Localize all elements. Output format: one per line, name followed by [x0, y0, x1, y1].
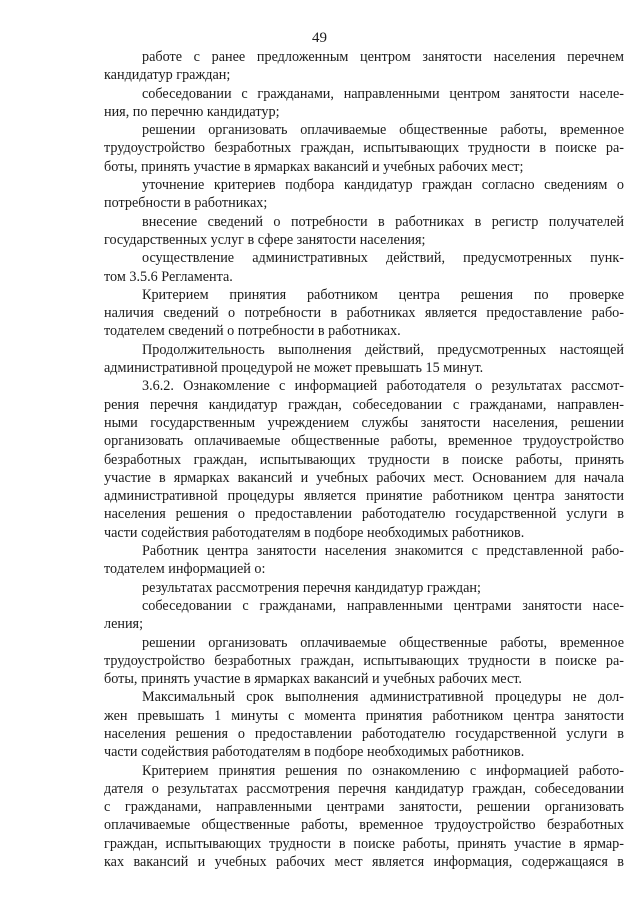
text-line: оплачиваемые общественные работы, временное трудоустройство безработных: [104, 817, 624, 834]
text-line: Работник центра занятости населения знакомится с представленной рабо-: [142, 543, 624, 560]
text-line: с гражданами, направленными центрами занятости, решении организовать: [104, 799, 624, 816]
text-line: 3.6.2. Ознакомление с информацией работодателя о результатах рассмот-: [142, 378, 624, 395]
body-text: [104, 48, 624, 871]
text-line: кандидатур граждан;: [104, 67, 231, 84]
text-line: тодателем информацией о:: [104, 561, 266, 578]
text-line: тодателем сведений о потребности в работниках.: [104, 323, 401, 340]
text-line: работе с ранее предложенным центром занятости населения перечнем: [142, 49, 624, 65]
text-line: граждан, испытывающих трудности в поиске работы, принять участие в ярмар-: [104, 835, 624, 852]
text-line: боты, принять участие в ярмарках вакансий и учебных рабочих мест;: [104, 158, 524, 175]
text-line: ными государственным учреждением службы занятости населения, решении: [104, 414, 624, 431]
text-line: том 3.5.6 Регламента.: [104, 268, 233, 285]
text-line: части содействия работодателям в подборе необходимых работников.: [104, 744, 525, 761]
text-line: населения решения о предоставлении работодателю государственной услуги в: [104, 725, 624, 742]
text-line: ния, по перечню кандидатур;: [104, 103, 280, 120]
text-line: трудоустройство безработных граждан, испытывающих трудности в поиске ра-: [104, 140, 624, 157]
text-line: организовать оплачиваемые общественные работы, временное трудоустройство: [104, 433, 624, 450]
text-line: рения перечня кандидатур граждан, собеседовании с гражданами, направлен-: [104, 396, 624, 413]
text-line: дателя о результатах рассмотрения перечня кандидатур граждан, собеседовании: [104, 780, 624, 797]
text-line: осуществление административных действий, предусмотренных пунк-: [142, 250, 624, 267]
text-line: участие в ярмарках вакансий и учебных рабочих мест. Основанием для начала: [104, 469, 624, 486]
text-line: жен превышать 1 минуты с момента принятия работником центра занятости: [104, 707, 624, 724]
text-line: боты, принять участие в ярмарках вакансий и учебных рабочих мест.: [104, 671, 522, 688]
text-line: уточнение критериев подбора кандидатур граждан согласно сведениям о: [142, 177, 624, 194]
text-line: потребности в работниках;: [104, 195, 268, 212]
text-line: трудоустройство безработных граждан, испытывающих трудности в поиске ра-: [104, 652, 624, 669]
text-line: наличия сведений о потребности в работниках является предоставление рабо-: [104, 305, 624, 322]
text-line: Максимальный срок выполнения административной процедуры не дол-: [142, 689, 624, 706]
text-line: Продолжительность выполнения действий, предусмотренных настоящей: [142, 341, 624, 358]
text-line: результатах рассмотрения перечня кандидатур граждан;: [142, 579, 481, 596]
text-line: государственных услуг в сфере занятости населения;: [104, 231, 426, 248]
text-line: части содействия работодателям в подборе необходимых работников.: [104, 524, 525, 541]
text-line: населения решения о предоставлении работодателю государственной услуги в: [104, 506, 624, 523]
text-line: Критерием принятия работником центра решения по проверке: [142, 286, 624, 303]
text-line: собеседовании с гражданами, направленными центрами занятости насе-: [142, 597, 624, 614]
page-number: 49: [312, 30, 327, 46]
text-line: административной процедуры является принятие работником центра занятости: [104, 488, 624, 505]
text-line: решении организовать оплачиваемые общественные работы, временное: [142, 122, 624, 139]
text-line: ления;: [104, 616, 144, 633]
text-line: ках вакансий и учебных рабочих мест является информация, содержащаяся в: [104, 854, 624, 871]
text-line: безработных граждан, испытывающих трудности в поиске работы, принять: [104, 451, 624, 468]
text-line: решении организовать оплачиваемые общественные работы, временное: [142, 634, 624, 651]
text-line: собеседовании с гражданами, направленными центром занятости населе-: [142, 85, 624, 102]
text-line: Критерием принятия решения по ознакомлению с информацией работо-: [142, 762, 624, 779]
text-line: внесение сведений о потребности в работниках в регистр получателей: [142, 213, 624, 230]
text-line: административной процедурой не может превышать 15 минут.: [104, 360, 484, 377]
